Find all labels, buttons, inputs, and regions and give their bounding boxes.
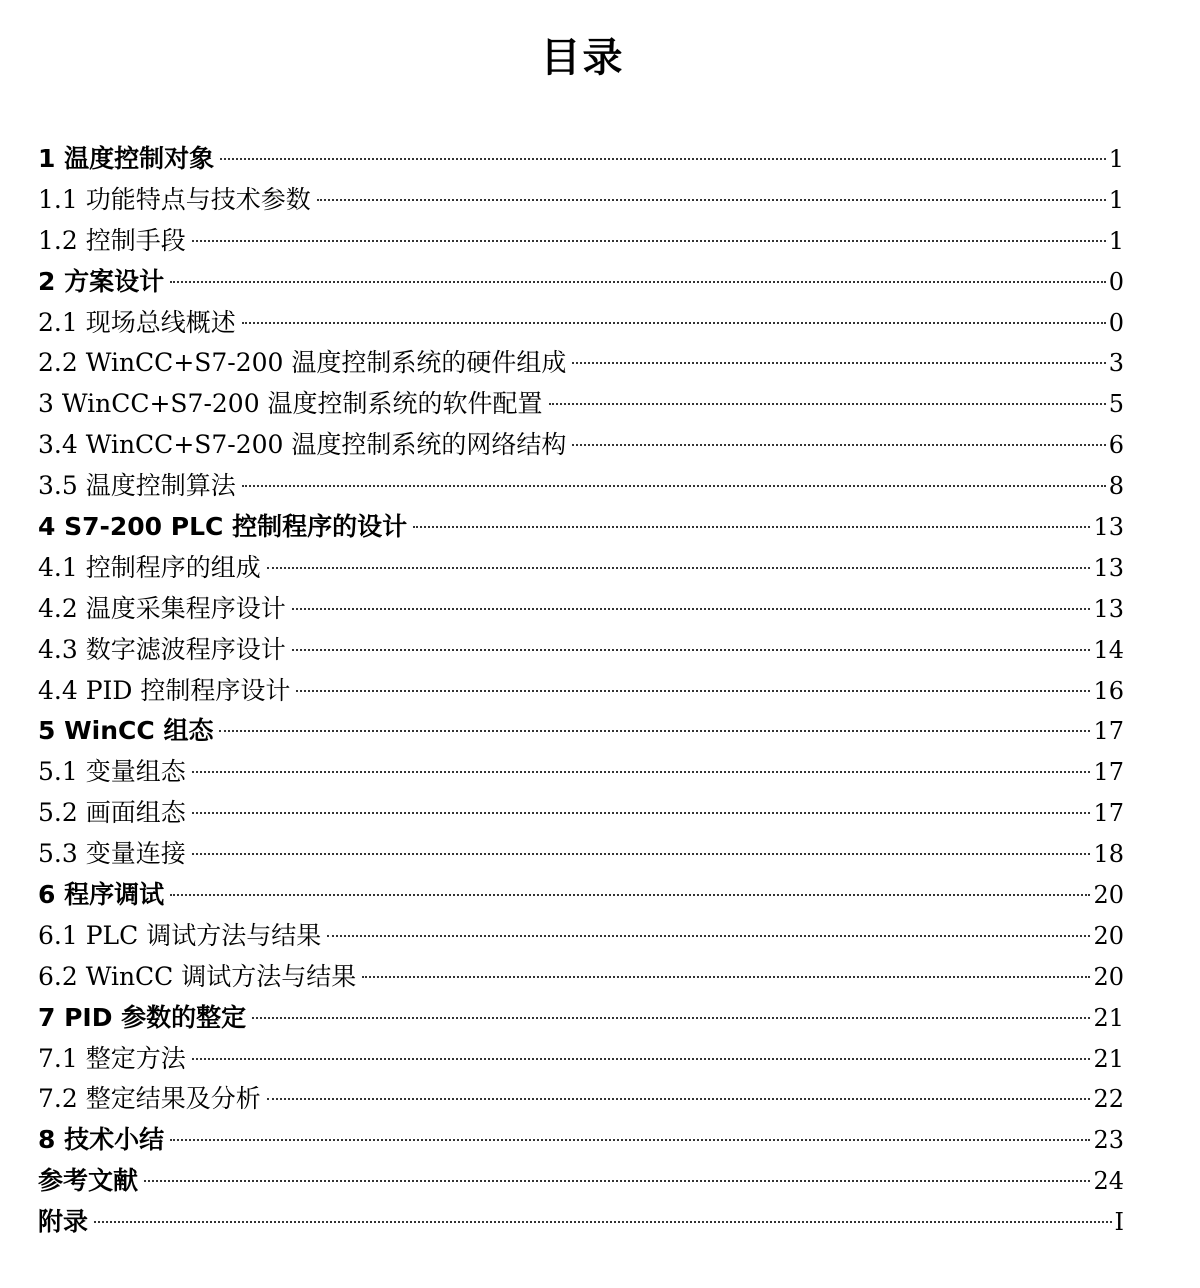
toc-entry-label: 7.2 整定结果及分析 <box>38 1084 261 1114</box>
toc-entry[interactable] <box>38 1120 1124 1161</box>
toc-entry[interactable] <box>38 139 1124 180</box>
toc-leader-dots <box>192 240 1106 242</box>
toc-leader-dots <box>144 1180 1090 1182</box>
toc-leader-dots <box>327 935 1090 937</box>
toc-leader-dots <box>94 1221 1112 1223</box>
toc-entry-label: 2.1 现场总线概述 <box>38 307 236 337</box>
toc-entry-label: 4 S7-200 PLC 控制程序的设计 <box>38 512 408 542</box>
toc-entry-label: 4.2 温度采集程序设计 <box>38 593 286 623</box>
toc-entry[interactable] <box>38 425 1124 466</box>
toc-entry[interactable] <box>38 711 1124 752</box>
toc-entry-page: 14 <box>1093 635 1124 664</box>
toc-leader-dots <box>296 690 1090 692</box>
toc-entry[interactable] <box>38 303 1124 344</box>
toc-entry-page: 24 <box>1093 1167 1124 1196</box>
toc-entry[interactable] <box>38 671 1124 712</box>
toc-entry-label: 3.4 WinCC+S7-200 温度控制系统的网络结构 <box>38 430 567 460</box>
toc-entry-label: 2.2 WinCC+S7-200 温度控制系统的硬件组成 <box>38 348 567 378</box>
toc-leader-dots <box>267 567 1091 569</box>
toc-entry-label: 1.2 控制手段 <box>38 225 186 255</box>
toc-entry[interactable] <box>38 875 1124 916</box>
toc-entry-page: 5 <box>1108 390 1124 419</box>
toc-entry[interactable] <box>38 1039 1124 1080</box>
toc-entry-page: 20 <box>1093 921 1124 950</box>
toc-entry[interactable] <box>38 343 1124 384</box>
toc-entry-page: 1 <box>1108 145 1124 173</box>
toc-entry[interactable] <box>38 1079 1124 1120</box>
toc-entry[interactable] <box>38 507 1124 548</box>
toc-entry[interactable] <box>38 630 1124 671</box>
toc-leader-dots <box>572 362 1105 364</box>
toc-entry-label: 附录 <box>38 1207 89 1237</box>
toc-leader-dots <box>192 853 1091 855</box>
toc-entry-label: 6.2 WinCC 调试方法与结果 <box>38 961 357 991</box>
toc-entry-label: 3 WinCC+S7-200 温度控制系统的软件配置 <box>38 389 543 419</box>
toc-entry-page: 18 <box>1093 840 1124 869</box>
toc-entry-page: 22 <box>1093 1085 1124 1114</box>
toc-entry-page: 20 <box>1093 962 1124 991</box>
toc-entry[interactable] <box>38 180 1124 221</box>
toc-entry-page: 6 <box>1108 431 1124 460</box>
toc-entry-page: 13 <box>1093 553 1124 582</box>
toc-entry-page: I <box>1114 1208 1124 1237</box>
toc-leader-dots <box>219 730 1090 732</box>
toc-leader-dots <box>292 608 1091 610</box>
toc-entry[interactable] <box>38 1161 1124 1202</box>
toc-entry-label: 4.1 控制程序的组成 <box>38 552 261 582</box>
toc-entry-label: 6 程序调试 <box>38 880 165 910</box>
toc-entry-label: 参考文献 <box>38 1166 139 1196</box>
toc-entry-page: 13 <box>1093 594 1124 623</box>
toc-entry[interactable] <box>38 752 1124 793</box>
toc-leader-dots <box>192 812 1091 814</box>
toc-entry[interactable] <box>38 384 1124 425</box>
toc-entry-label: 6.1 PLC 调试方法与结果 <box>38 920 322 950</box>
toc-entry-page: 17 <box>1093 799 1124 828</box>
toc-leader-dots <box>192 1058 1091 1060</box>
toc-leader-dots <box>192 771 1091 773</box>
toc-entry-label: 3.5 温度控制算法 <box>38 471 236 501</box>
toc-leader-dots <box>242 485 1106 487</box>
toc-entry[interactable] <box>38 1202 1124 1243</box>
toc-leader-dots <box>252 1017 1090 1019</box>
toc-leader-dots <box>170 894 1090 896</box>
toc-entry-label: 4.4 PID 控制程序设计 <box>38 675 291 705</box>
toc-leader-dots <box>292 649 1091 651</box>
toc-entry-page: 21 <box>1093 1003 1124 1032</box>
toc-entry[interactable] <box>38 957 1124 998</box>
toc-leader-dots <box>267 1098 1091 1100</box>
toc-entry-page: 23 <box>1093 1126 1124 1155</box>
toc-title: 目录 <box>540 35 625 81</box>
toc-entry-label: 5.1 变量组态 <box>38 757 186 787</box>
toc-entry[interactable] <box>38 834 1124 875</box>
toc-entry-label: 5.2 画面组态 <box>38 798 186 828</box>
toc-entry[interactable] <box>38 262 1124 303</box>
toc-entry-label: 2 方案设计 <box>38 266 165 296</box>
toc-entry-label: 4.3 数字滤波程序设计 <box>38 634 286 664</box>
toc-entry[interactable] <box>38 793 1124 834</box>
toc-leader-dots <box>220 158 1106 160</box>
toc-entry-label: 5 WinCC 组态 <box>38 716 214 746</box>
toc-leader-dots <box>549 403 1106 405</box>
toc-leader-dots <box>170 1139 1090 1141</box>
toc-entry-label: 7 PID 参数的整定 <box>38 1002 247 1032</box>
toc-entry-page: 1 <box>1108 185 1124 214</box>
toc-entry-page: 1 <box>1108 226 1124 255</box>
toc-leader-dots <box>362 976 1090 978</box>
toc-entry-label: 1 温度控制对象 <box>38 144 215 173</box>
toc-entry[interactable] <box>38 466 1124 507</box>
toc-entry-page: 17 <box>1093 717 1124 746</box>
toc-entry-page: 0 <box>1108 308 1124 337</box>
toc-entry-page: 8 <box>1108 472 1124 501</box>
toc-entry[interactable] <box>38 998 1124 1039</box>
toc-leader-dots <box>170 281 1106 283</box>
toc-leader-dots <box>317 199 1106 201</box>
toc-list <box>38 139 1124 1243</box>
toc-leader-dots <box>572 444 1105 446</box>
toc-entry-label: 7.1 整定方法 <box>38 1043 186 1073</box>
toc-entry-label: 1.1 功能特点与技术参数 <box>38 184 311 214</box>
toc-leader-dots <box>242 322 1106 324</box>
toc-entry-page: 21 <box>1093 1044 1124 1073</box>
toc-entry-label: 8 技术小结 <box>38 1125 165 1155</box>
toc-entry[interactable] <box>38 916 1124 957</box>
toc-entry-page: 20 <box>1093 881 1124 910</box>
toc-entry-label: 5.3 变量连接 <box>38 839 186 869</box>
toc-entry-page: 17 <box>1093 758 1124 787</box>
toc-entry[interactable] <box>38 589 1124 630</box>
toc-entry-page: 13 <box>1093 513 1124 542</box>
toc-entry-page: 3 <box>1108 349 1124 378</box>
toc-entry-page: 0 <box>1108 267 1124 296</box>
toc-entry[interactable] <box>38 221 1124 262</box>
toc-entry[interactable] <box>38 548 1124 589</box>
toc-leader-dots <box>413 526 1090 528</box>
toc-entry-page: 16 <box>1093 676 1124 705</box>
